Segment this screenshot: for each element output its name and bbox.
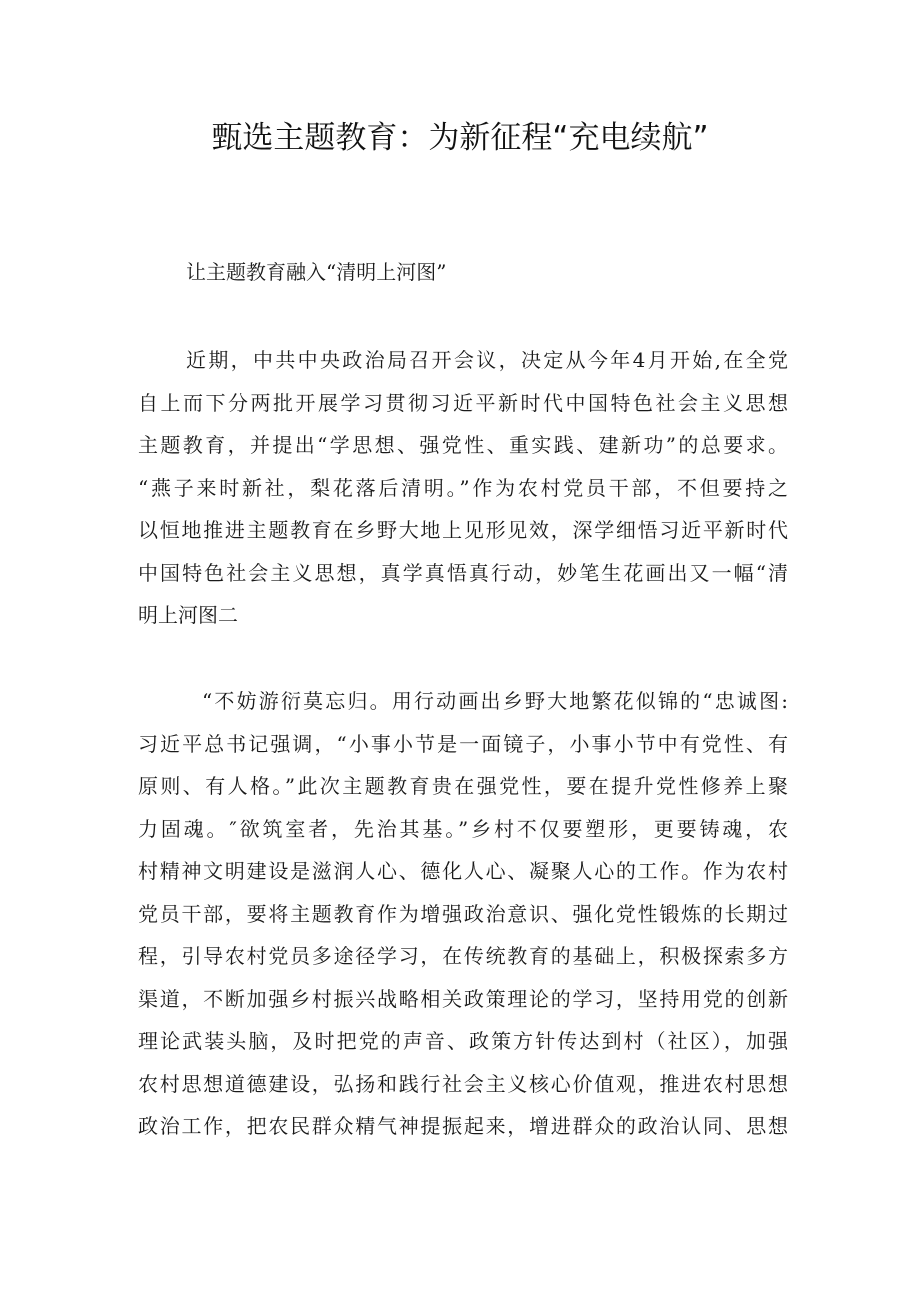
paragraph-line: 习近平总书记强调，“小事小节是一面镜子，小事小节中有党性、有: [138, 731, 788, 756]
paragraph-line: 主题教育，并提出“学思想、强党性、重实践、建新功”的总要求。: [138, 433, 788, 457]
paragraph-line: 力固魂。″欲筑室者，先治其基。”乡村不仅要塑形，更要铸魂，农: [138, 816, 788, 841]
paragraph-line: 渠道，不断加强乡村振兴战略相关政策理论的学习，坚持用党的创新: [138, 986, 788, 1011]
paragraph-line: 党员干部，要将主题教育作为增强政治意识、强化党性锻炼的长期过: [138, 901, 788, 926]
section-subheading: 让主题教育融入“清明上河图”: [186, 260, 447, 284]
paragraph-line: “燕子来时新社，梨花落后清明。”作为农村党员干部，不但要持之: [138, 475, 788, 500]
paragraph-line: 农村思想道德建设，弘扬和践行社会主义核心价值观，推进农村思想: [138, 1071, 788, 1096]
paragraph-line: 自上而下分两批开展学习贯彻习近平新时代中国特色社会主义思想: [138, 390, 788, 415]
paragraph-line: 以恒地推进主题教育在乡野大地上见形见效，深学细悟习近平新时代: [138, 518, 788, 542]
paragraph-line: 理论武装头脑，及时把党的声音、政策方针传达到村（社区），加强: [138, 1029, 788, 1053]
paragraph-line: 程，引导农村党员多途径学习，在传统教育的基础上，积极探索多方: [138, 944, 788, 968]
paragraph-line: 近期，中共中央政治局召开会议，决定从今年4月开始,在全党: [186, 348, 788, 372]
paragraph-line: 政治工作，把农民群众精气神提振起来，增进群众的政治认同、思想: [138, 1114, 788, 1138]
paragraph-2: [138, 680, 788, 1148]
paragraph-line: 原则、有人格。”此次主题教育贵在强党性，要在提升党性修养上聚: [138, 774, 788, 798]
paragraph-line: 明上河图二: [138, 603, 238, 627]
document-title: 甄选主题教育：为新征程“充电续航”: [211, 120, 709, 156]
paragraph-line: 中国特色社会主义思想，真学真悟真行动，妙笔生花画出又一幅“清: [138, 560, 788, 585]
paragraph-line: “不妨游衍莫忘归。用行动画出乡野大地繁花似锦的“忠诚图:: [202, 689, 788, 713]
paragraph-line: 村精神文明建设是滋润人心、德化人心、凝聚人心的工作。作为农村: [138, 859, 788, 883]
paragraph-1: [138, 339, 788, 637]
